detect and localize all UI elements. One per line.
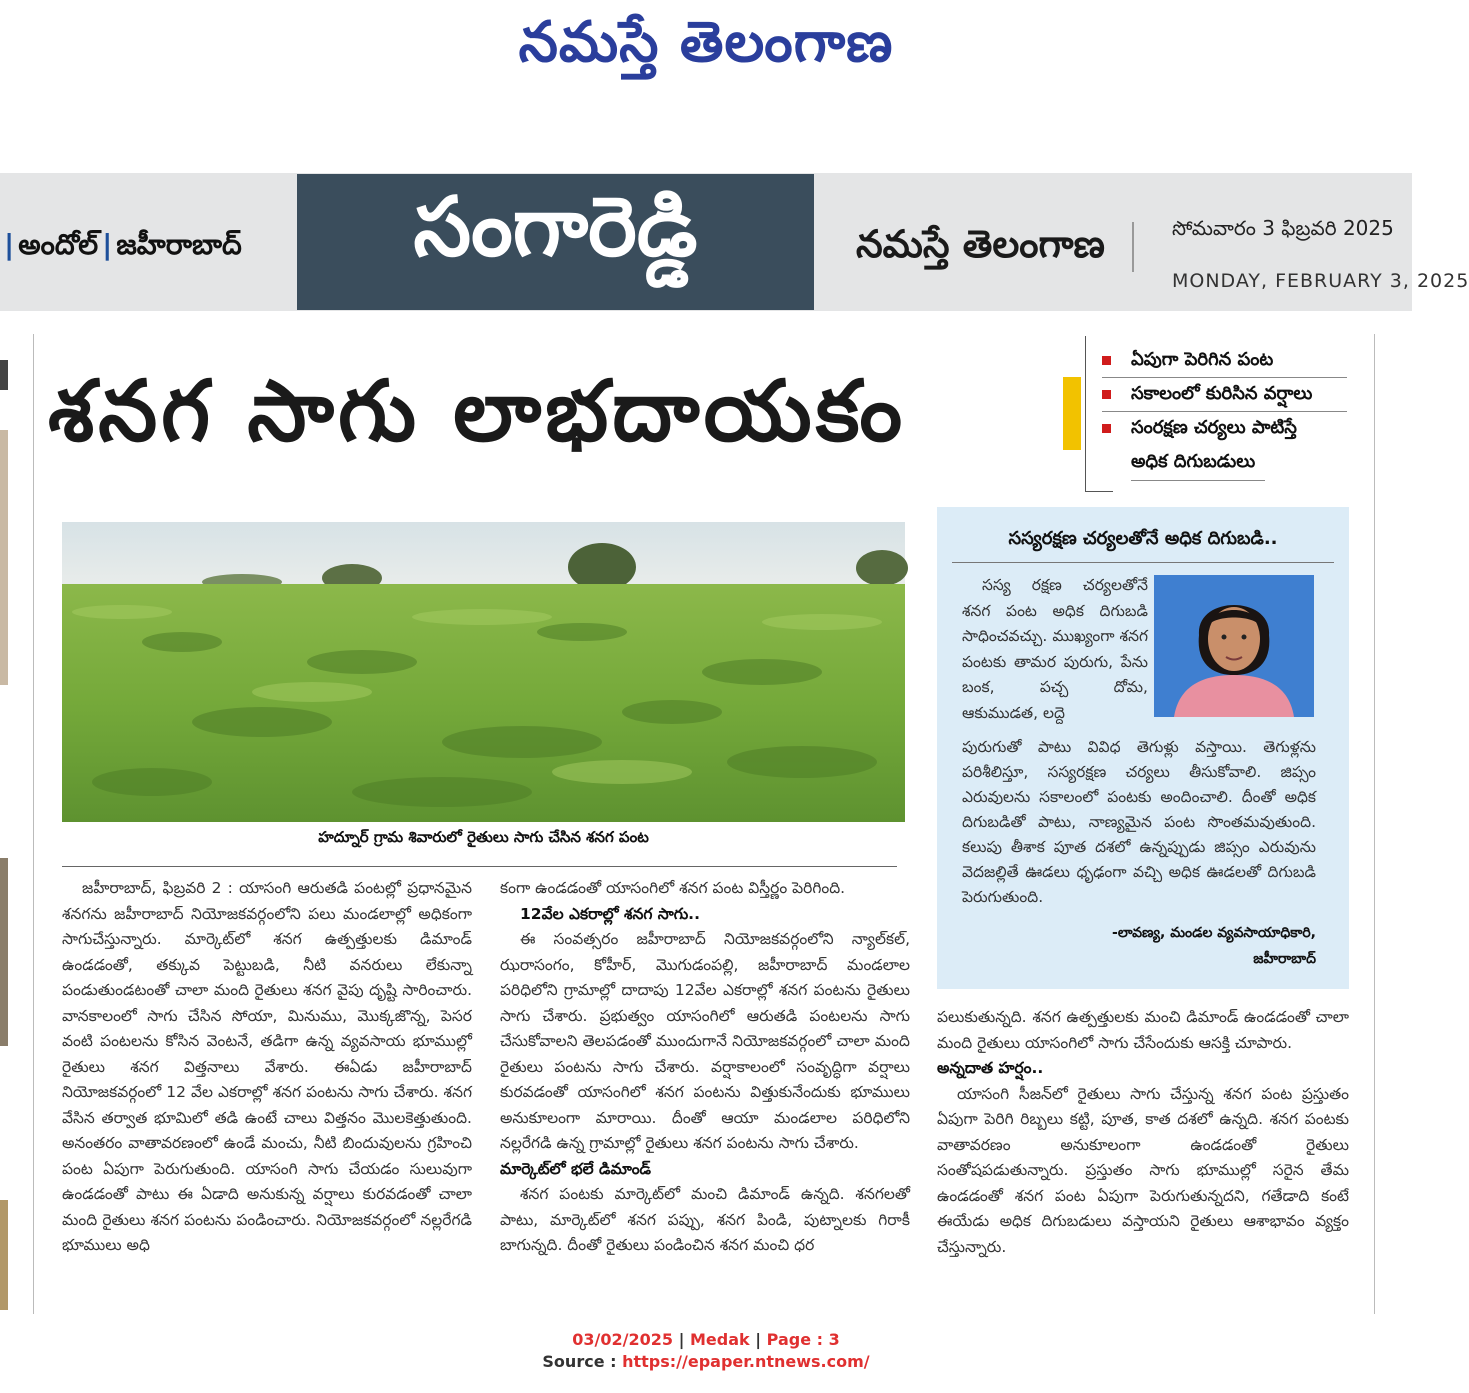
- sidebar-title: సస్యరక్షణ చర్యలతోనే అధిక దిగుబడి..: [1008, 528, 1278, 549]
- subheading-12k-acres: 12వేల ఎకరాల్లో శనగ సాగు..: [520, 904, 700, 923]
- sidebar-credit-place: జహీరాబాద్: [1253, 951, 1316, 967]
- town-zaheerabad: జహీరాబాద్: [116, 228, 242, 261]
- masthead-logo: నమస్తే తెలంగాణ: [518, 10, 894, 75]
- footer-date: 03/02/2025: [572, 1330, 673, 1349]
- bullet-divider: [1131, 480, 1265, 481]
- edge-fragment: [0, 858, 8, 1046]
- headline-accent: [1063, 377, 1081, 450]
- sidebar-credit-name: -లావణ్య, మండల వ్యవసాయాధికారి,: [1112, 925, 1316, 941]
- footer-edition: Medak: [690, 1330, 750, 1349]
- column-3-lead: పలుకుతున్నది. శనగ ఉత్పత్తులకు మంచి డిమాండ్ ఉండడంతో చాలా మంది రైతులు యాసంగిలో సాగు చేసేందుకు ఆసక్తి చూపారు.: [937, 1008, 1349, 1052]
- band-separator: [1132, 222, 1134, 272]
- headline: శనగ సాగు లాభదాయకం: [48, 362, 907, 460]
- sidebar-title-rule: [952, 562, 1334, 563]
- footer-source-line: [0, 1352, 1412, 1371]
- officer-portrait-image: [1154, 575, 1314, 717]
- column-2-paragraph-2: శనగ పంటకు మార్కెట్‌లో మంచి డిమాండ్ ఉన్నది. శనగలతో పాటు, మార్కెట్‌లో శనగ పప్పు, శనగ పిండి, పుట్నాలకు గిరాకీ బాగున్నది. దీంతో రైతులు పండించిన శనగ మంచి ధర: [500, 1185, 910, 1254]
- date-english: MONDAY, FEBRUARY 3, 2025: [1172, 270, 1469, 292]
- article-column-3: [937, 1005, 1349, 1260]
- highlight-bullet: ఏపుగా పెరిగిన పంట: [1102, 349, 1273, 374]
- district-title: సంగారెడ్డి: [413, 180, 698, 275]
- article-column-2: [500, 876, 910, 1259]
- column-rule-left: [33, 334, 34, 1314]
- column-2-lead: కంగా ఉండడంతో యాసంగిలో శనగ పంట విస్తీర్ణం పెరిగింది.: [500, 879, 846, 897]
- subheading-farmer-joy: అన్నదాత హర్షం..: [937, 1059, 1044, 1077]
- bullets-rule: [1085, 336, 1086, 492]
- bullet-divider: [1102, 377, 1347, 378]
- footer-page: Page : 3: [766, 1330, 840, 1349]
- photo-caption: హద్నూర్ గ్రామ శివారులో రైతులు సాగు చేసిన శనగ పంట: [318, 828, 649, 846]
- footer-source-link[interactable]: https://epaper.ntnews.com/: [622, 1352, 870, 1371]
- column-3-paragraph: యాసంగి సీజన్‌లో రైతులు సాగు చేస్తున్న శనగ పంట ప్రస్తుతం ఏపుగా పెరిగి రిబ్బలు కట్టి, పూత, కాత దశలో ఉన్నది. శనగ పంటకు వాతావరణం అనుకూలంగా ఉండడంతో రైతులు సంతోషపడుతున్నారు. ప్రస్తుతం సాగు భూముల్లో సరైన తేమ ఉండడంతో శనగ పంట ఏపుగా పెరుగుతున్నదని, గతేడాది కంటే ఈయేడు అధిక దిగుబడులు వస్తాయని రైతులు ఆశాభావం వ్యక్తం చేస్తున్నారు.: [937, 1084, 1349, 1256]
- field-photo: [62, 522, 905, 822]
- article-column-1: [62, 876, 472, 1259]
- subheading-market-demand: మార్కెట్‌లో భలే డిమాండ్: [500, 1159, 652, 1178]
- edge-fragment: [0, 1200, 8, 1310]
- town-andol: అందోల్: [18, 228, 99, 261]
- column-rule-right: [1374, 334, 1375, 1314]
- footer-source-label: Source :: [542, 1352, 617, 1371]
- footer-edition-line: 03/02/2025 | Medak | Page : 3: [572, 1330, 840, 1349]
- date-telugu: సోమవారం 3 ఫిబ్రవరి 2025: [1172, 216, 1394, 240]
- edge-fragment: [0, 430, 8, 685]
- officer-portrait: [1154, 575, 1314, 717]
- edge-fragment: [0, 360, 8, 390]
- bullet-square-icon: [1102, 390, 1111, 399]
- column-1-text: జహీరాబాద్, ఫిబ్రవరి 2 : యాసంగి ఆరుతడి పంటల్లో ప్రధానమైన శనగను జహీరాబాద్ నియోజకవర్గంలోని పలు మండలాల్లో అధికంగా సాగుచేస్తున్నారు. మార్కెట్‌లో శనగ ఉత్పత్తులకు డిమాండ్ ఉండడంతో, తక్కువ పెట్టుబడి, నీటి వనరులు లేకున్నా పండుతుండటంతో చాలా మంది రైతులు శనగ వైపు దృష్టి సారించారు. వానకాలంలో సాగు చేసిన సోయా, మినుము, మొక్కజొన్న, పెసర వంటి పంటలను కోసిన వెంటనే, తడిగా ఉన్న వ్యవసాయ భూముల్లో రైతులు శనగ విత్తనాలు వేశారు. ఈఏడు జహీరాబాద్ నియోజకవర్గంలో 12 వేల ఎకరాల్లో శనగ పంటను సాగు చేశారు. శనగ వేసిన తర్వాత భూమిలో తడి ఉంటే చాలు విత్తనం మొలకెత్తుతుంది. అనంతరం వాతావరణంలో ఉండే మంచు, నీటి బిందువులను గ్రహించి పంట ఏపుగా పెరుగుతుంది. యాసంగి సాగు చేయడం సులువుగా ఉండడంతో పాటు ఈ ఏడాది అనుకున్న వర్షాలు కురవడంతో చాలా మంది రైతులు శనగ పంటను పండించారు. నియోజకవర్గంలో నల్లరేగడి భూములు అధి: [62, 879, 472, 1254]
- highlight-bullet-continued: అధిక దిగుబడులు: [1131, 451, 1256, 472]
- band-towns: | అందోల్ | జహీరాబాద్: [4, 228, 242, 261]
- highlight-bullet: సంరక్షణ చర్యలు పాటిస్తే: [1102, 417, 1297, 442]
- caption-rule: [62, 866, 897, 867]
- band-brand: నమస్తే తెలంగాణ: [856, 222, 1105, 266]
- sidebar-body: పురుగుతో పాటు వివిధ తెగుళ్లు వస్తాయి. తెగుళ్లను పరిశీలిస్తూ, సస్యరక్షణ చర్యలు తీసుకోవాలి. జిప్సం ఎరువులను సకాలంలో పంటకు అందించాలి. దీంతో అధిక దిగుబడితో పాటు, నాణ్యమైన పంట సొంతమవుతుంది. కలుపు తీశాక పూత దశలో ఉన్నప్పుడు జిప్సం ఎరువును వెదజల్లితే ఊడలు ధృఢంగా వచ్చి అధిక ఊడలతో దిగుబడి పెరుగుతుంది.: [962, 738, 1316, 906]
- sidebar-wrap-text: సస్య రక్షణ చర్యలతోనే శనగ పంట అధిక దిగుబడి సాధించవచ్చు. ముఖ్యంగా శనగ పంటకు తామర పురుగు, పేను బంక, పచ్చ దోమ, ఆకుముడత, లద్దె: [962, 576, 1148, 722]
- bullet-divider: [1102, 411, 1347, 412]
- bullet-square-icon: [1102, 356, 1111, 365]
- column-2-paragraph-1: ఈ సంవత్సరం జహీరాబాద్ నియోజకవర్గంలోని న్యాల్‌కల్, ఝరాసంగం, కోహీర్, మొగుడంపల్లి, జహీరాబాద్ మండలాల పరిధిలోని గ్రామాల్లో దాదాపు 12వేల ఎకరాల్లో శనగ పంటను రైతులు సాగు చేశారు. ప్రభుత్వం యాసంగిలో ఆరుతడి పంటలను సాగు చేసుకోవాలని తెలపడంతో ముందుగానే నియోజకవర్గంలో చాలా మంది రైతులు పంటను సాగు చేశారు. వర్షాకాలంలో సంవృద్ధిగా వర్షాలు కురవడంతో యాసంగిలో శనగ పంటను విత్తుకునేందుకు భూములు అనుకూలంగా మారాయి. దీంతో ఆయా మండలాల పరిధిలోని నల్లరేగడి ఉన్న గ్రామాల్లో రైతులు శనగ పంటను సాగు చేశారు.: [500, 930, 910, 1152]
- bullets-rule-foot: [1085, 491, 1113, 492]
- field-photo-image: [62, 522, 905, 822]
- highlight-bullet: సకాలంలో కురిసిన వర్షాలు: [1102, 383, 1312, 408]
- bullet-square-icon: [1102, 424, 1111, 433]
